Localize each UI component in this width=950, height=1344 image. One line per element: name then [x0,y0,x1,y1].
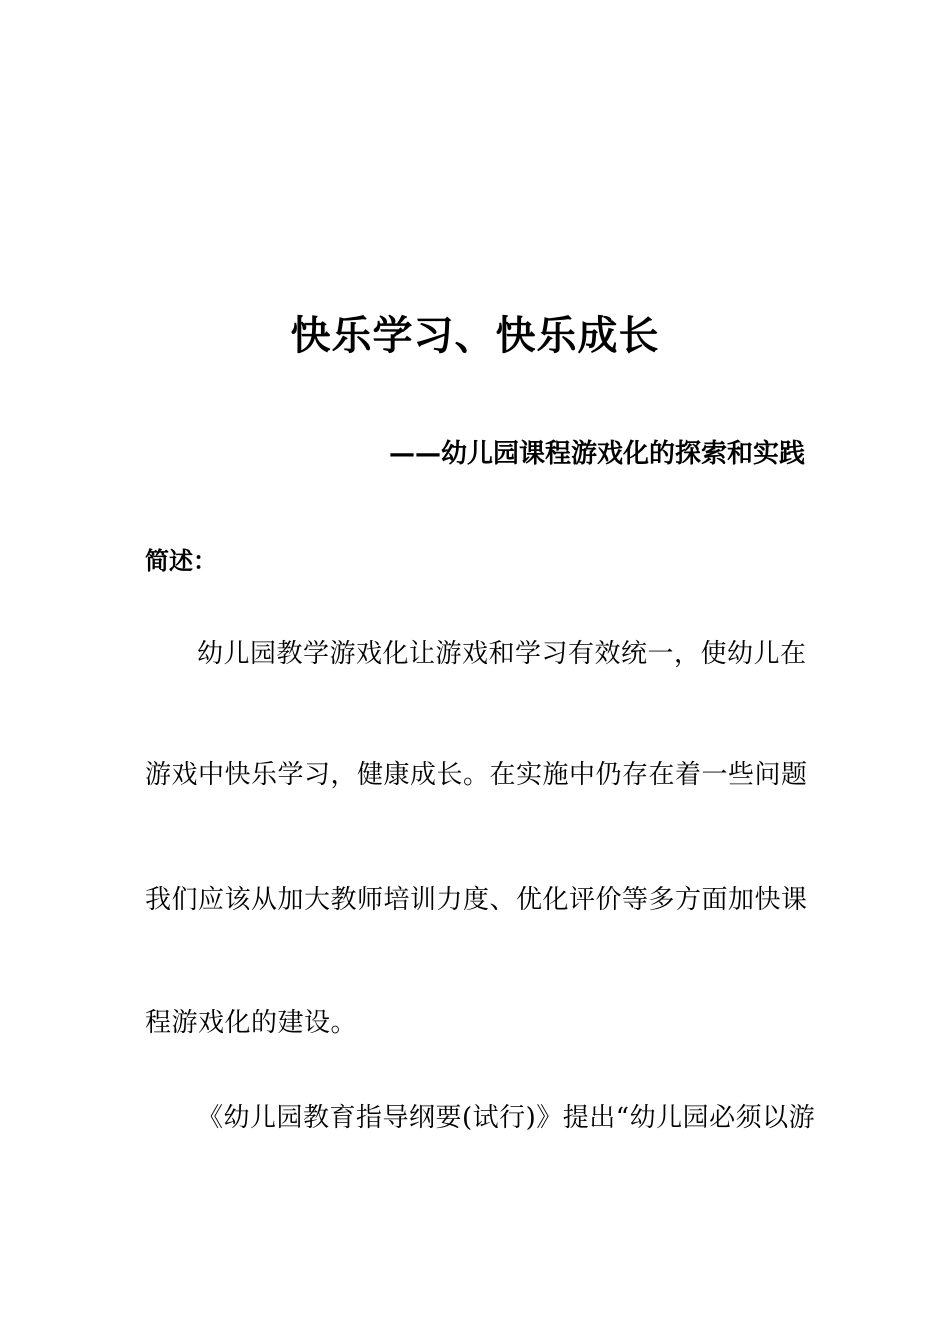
document-subtitle: ——幼儿园课程游戏化的探索和实践 [388,439,805,469]
body-line-5: 《幼儿园教育指导纲要(试行)》提出“幼儿园必须以游 [197,1103,816,1133]
body-line-4: 程游戏化的建设。 [145,1008,358,1038]
body-line-3: 我们应该从加大教师培训力度、优化评价等多方面加快课 [145,885,808,915]
summary-label: 简述： [145,547,217,575]
body-line-1: 幼儿园教学游戏化让游戏和学习有效统一，使幼儿在 [197,639,807,669]
document-title: 快乐学习、快乐成长 [290,313,660,359]
body-line-2: 游戏中快乐学习，健康成长。在实施中仍存在着一些问题 [145,760,808,790]
